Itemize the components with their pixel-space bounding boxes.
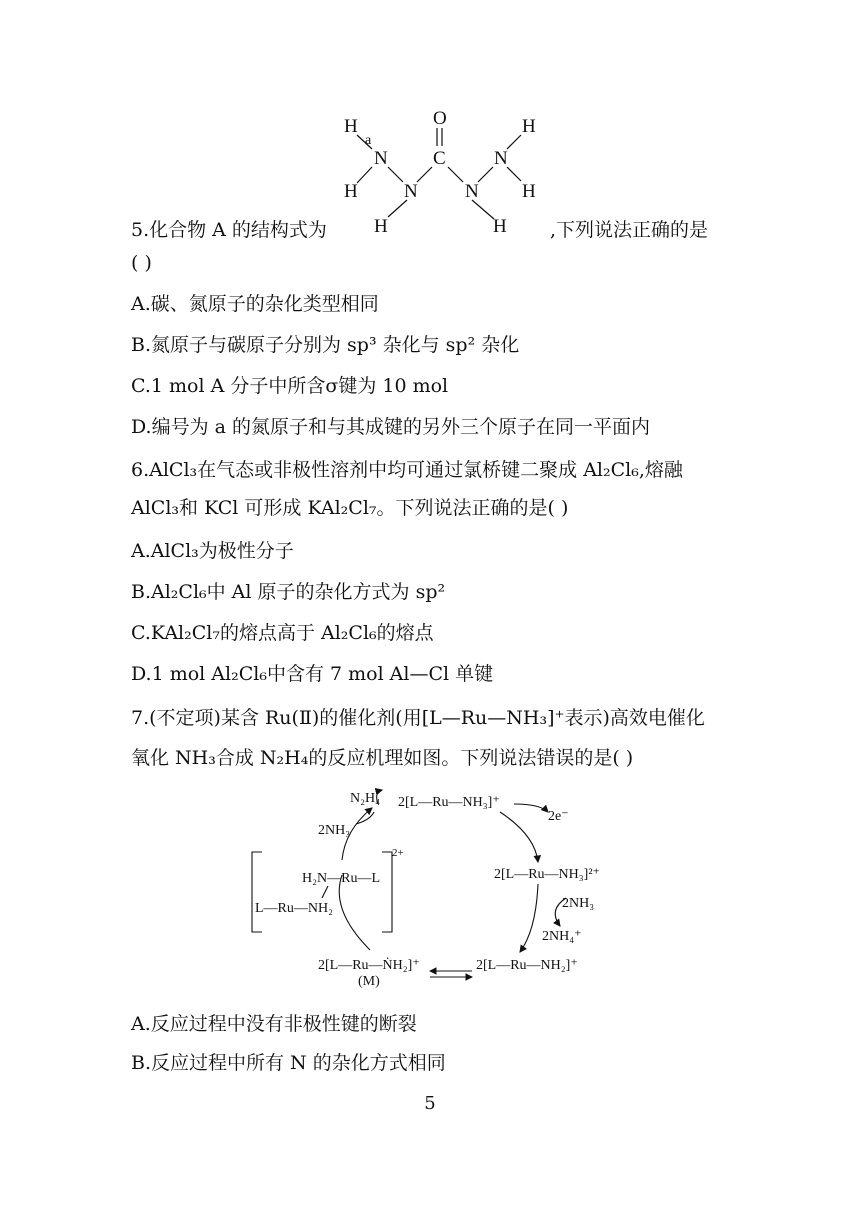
q6-option-c: C.KAl₂Cl₇的熔点高于 Al₂Cl₆的熔点 [131, 622, 434, 644]
atom-h: H [522, 116, 536, 137]
species-ru-nh3-2plus: 2[L—Ru—NH₃]²⁺ [494, 867, 600, 882]
dimer-charge: 2+ [392, 847, 404, 859]
dimer-line2: L—Ru—NH₂ [255, 901, 333, 916]
atom-h: H [522, 181, 536, 202]
q7-stem-line1: 7.(不定项)某含 Ru(Ⅱ)的催化剂(用[L—Ru—NH₃]⁺表示)高效电催化 [131, 707, 705, 729]
q5-option-d: D.编号为 a 的氮原子和与其成键的另外三个原子在同一平面内 [131, 416, 651, 438]
q6-stem-line2: AlCl₃和 KCl 可形成 KAl₂Cl₇。下列说法正确的是( ) [131, 497, 569, 519]
q5-option-b: B.氮原子与碳原子分别为 sp³ 杂化与 sp² 杂化 [131, 334, 520, 356]
reaction-mechanism-diagram [0, 780, 860, 1010]
label-nh4-out: 2NH₄⁺ [542, 929, 582, 944]
atom-h: H [344, 116, 358, 137]
q5-option-a: A.碳、氮原子的杂化类型相同 [131, 293, 379, 315]
atom-o: O [433, 108, 447, 129]
urea-derivative-structure [0, 0, 860, 250]
species-ru-nh2-radical: 2[L—Ru—ṄH₂]⁺ [318, 958, 420, 973]
species-ru-nh2-plus: 2[L—Ru—NH₂]⁺ [476, 958, 578, 973]
q5-answer-paren: ( ) [131, 252, 152, 274]
atom-n: N [404, 181, 418, 202]
q7-option-b: B.反应过程中所有 N 的杂化方式相同 [131, 1052, 446, 1074]
atom-n: N [465, 181, 479, 202]
q7-stem-line2: 氧化 NH₃合成 N₂H₄的反应机理如图。下列说法错误的是( ) [131, 747, 634, 769]
page-number: 5 [424, 1093, 436, 1114]
label-nh3-in-left: 2NH₃ [318, 823, 351, 838]
atom-label-a: a [365, 133, 372, 148]
q5-option-c: C.1 mol A 分子中所含σ键为 10 mol [131, 375, 449, 397]
label-n2h4-out: N₂H₄ [350, 791, 380, 806]
q6-option-a: A.AlCl₃为极性分子 [131, 540, 294, 562]
atom-n: N [374, 148, 388, 169]
atom-h: H [493, 216, 507, 237]
atom-h: H [344, 181, 358, 202]
label-electrons: 2e⁻ [548, 809, 569, 824]
atom-n: N [494, 148, 508, 169]
q5-stem-right: ,下列说法正确的是 [550, 219, 709, 241]
atom-c: C [433, 148, 446, 169]
q7-option-a: A.反应过程中没有非极性键的断裂 [131, 1013, 417, 1035]
q6-option-b: B.Al₂Cl₆中 Al 原子的杂化方式为 sp² [131, 581, 446, 603]
q6-stem-line1: 6.AlCl₃在气态或非极性溶剂中均可通过氯桥键二聚成 Al₂Cl₆,熔融 [131, 459, 683, 481]
q5-stem-left: 5.化合物 A 的结构式为 [131, 219, 327, 241]
atom-h: H [374, 216, 388, 237]
label-nh3-in: 2NH₃ [562, 896, 595, 911]
species-ru-nh3-plus: 2[L—Ru—NH₃]⁺ [398, 795, 500, 810]
dimer-line1: H₂N—Ru—L [302, 871, 380, 886]
q6-option-d: D.1 mol Al₂Cl₆中含有 7 mol Al—Cl 单键 [131, 663, 494, 685]
species-m-label: (M) [358, 974, 380, 989]
